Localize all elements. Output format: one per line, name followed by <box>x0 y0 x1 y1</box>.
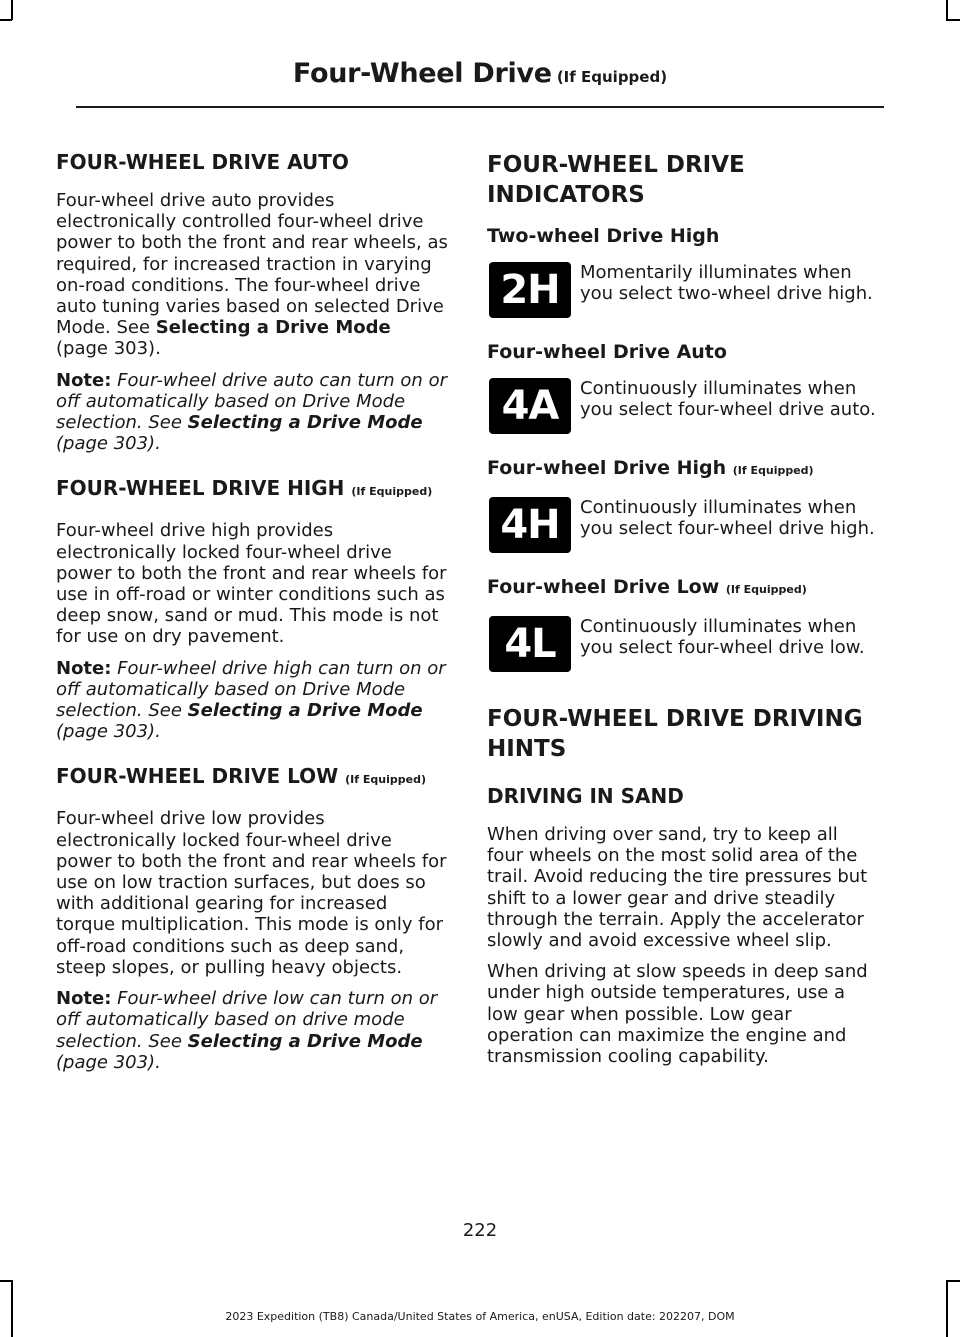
note-label: Note: <box>56 369 112 391</box>
text: Four-wheel drive high can turn on or off automatically based on Drive Mode selection. See <box>56 657 446 722</box>
indicator-description: Continuously illuminates when you select four-wheel drive auto. <box>580 378 876 421</box>
note <box>56 658 448 743</box>
indicator-description: Momentarily illuminates when you select two-wheel drive high. <box>580 262 873 305</box>
indicator-description: Continuously illuminates when you select four-wheel drive high. <box>580 497 875 540</box>
heading-line: HINTS <box>487 736 567 762</box>
indicator-4l-icon: 4L <box>489 616 571 672</box>
section-heading-driving-hints <box>487 704 879 764</box>
page-number: 222 <box>462 1220 498 1241</box>
crop-mark <box>946 19 960 21</box>
indicator-description: Continuously illuminates when you select four-wheel drive low. <box>580 616 865 659</box>
indicator-row <box>487 497 879 553</box>
indicator-title-text: Four-wheel Drive High <box>487 457 727 479</box>
section-heading-indicators <box>487 150 879 210</box>
header-suffix: (If Equipped) <box>556 68 668 86</box>
indicator-title-text: Four-wheel Drive Low <box>487 576 720 598</box>
heading-text: FOUR-WHEEL DRIVE HIGH <box>56 476 345 501</box>
crop-mark <box>946 1280 948 1337</box>
heading-suffix: (If Equipped) <box>351 485 433 499</box>
note-label: Note: <box>56 988 112 1010</box>
section-heading-4wd-auto <box>56 150 448 174</box>
indicator-row <box>487 616 879 672</box>
paragraph: Four-wheel drive high provides electronically locked four-wheel drive power to both the front and rear wheels for use in off-road or winter conditions such as deep snow, sand or mud. This mode is not for use on dry pavement. <box>56 520 447 648</box>
note <box>56 988 448 1073</box>
crop-mark <box>11 1280 13 1337</box>
footer-text: 2023 Expedition (TB8) Canada/United States of America, enUSA, Edition date: 202207, DOM <box>225 1310 735 1323</box>
page-header <box>0 58 960 89</box>
text: Four-wheel drive low can turn on or off automatically based on drive mode selection. See <box>56 988 438 1052</box>
crop-mark <box>11 0 13 20</box>
heading-line: INDICATORS <box>487 182 645 208</box>
crop-mark <box>0 1280 12 1282</box>
crop-mark <box>946 1280 960 1282</box>
crop-mark <box>946 0 948 20</box>
indicator-title <box>487 575 879 602</box>
cross-reference-link[interactable]: Selecting a Drive Mode <box>187 700 423 722</box>
indicator-title <box>487 456 879 483</box>
header-divider <box>76 106 884 108</box>
heading-line: FOUR-WHEEL DRIVE <box>487 152 745 178</box>
text: Four-wheel drive auto provides electronically controlled four-wheel drive power to both the front and rear wheels, as required, for increased traction in varying on-road conditions. The four-wheel drive auto tuning varies based on selected Drive Mode. See <box>56 190 448 339</box>
paragraph: When driving at slow speeds in deep sand under high outside temperatures, use a low gear when possible. Low gear operation can maximize the engine and transmission cooling capability. <box>487 961 868 1068</box>
cross-reference-link[interactable]: Selecting a Drive Mode <box>187 1030 423 1052</box>
header-title: Four-Wheel Drive <box>292 58 552 89</box>
text: (page 303). <box>56 433 161 455</box>
indicator-4h-icon: 4H <box>489 497 571 553</box>
heading-suffix: (If Equipped) <box>345 773 426 787</box>
note-label: Note: <box>56 657 112 679</box>
indicator-title-text: Four-wheel Drive Auto <box>487 341 727 363</box>
paragraph: When driving over sand, try to keep all four wheels on the most solid area of the trail. Avoid reducing the tire pressures but shift to a lower gear and drive steadily through the terrain. Apply the accelerator slowly and avoid excessive wheel slip. <box>487 824 868 952</box>
heading-line: FOUR-WHEEL DRIVE DRIVING <box>487 706 863 732</box>
note <box>56 370 448 455</box>
indicator-title <box>487 224 879 248</box>
text: (page 303). <box>56 338 161 360</box>
cross-reference-link[interactable]: Selecting a Drive Mode <box>187 412 423 434</box>
text: (page 303). <box>56 721 161 743</box>
left-column <box>56 150 448 1083</box>
indicator-row <box>487 378 879 434</box>
heading-text: FOUR-WHEEL DRIVE LOW <box>56 764 339 789</box>
indicator-title-suffix: (If Equipped) <box>725 583 807 596</box>
cross-reference-link[interactable]: Selecting a Drive Mode <box>155 317 391 339</box>
section-heading-4wd-low <box>56 764 448 792</box>
section-heading-4wd-high <box>56 476 448 504</box>
heading-text: DRIVING IN SAND <box>487 784 684 808</box>
crop-mark <box>0 19 12 21</box>
indicator-row <box>487 262 879 318</box>
indicator-4a-icon: 4A <box>489 378 571 434</box>
right-column <box>487 150 879 1077</box>
text: (page 303). <box>56 1051 161 1073</box>
indicator-title-suffix: (If Equipped) <box>732 464 814 477</box>
subheading-driving-in-sand <box>487 784 879 808</box>
heading-text: FOUR-WHEEL DRIVE AUTO <box>56 150 349 174</box>
text: Four-wheel drive auto can turn on or off automatically based on Drive Mode selection. See <box>56 369 447 434</box>
paragraph <box>56 190 448 360</box>
indicator-title <box>487 340 879 364</box>
indicator-title-text: Two-wheel Drive High <box>487 225 720 247</box>
paragraph: Four-wheel drive low provides electronically locked four-wheel drive power to both the front and rear wheels for use on low traction surfaces, but does so with additional gearing for increased torque multiplication. This mode is only for off-road conditions such as deep sand, steep slopes, or pulling heavy objects. <box>56 808 447 978</box>
indicator-2h-icon: 2H <box>489 262 571 318</box>
